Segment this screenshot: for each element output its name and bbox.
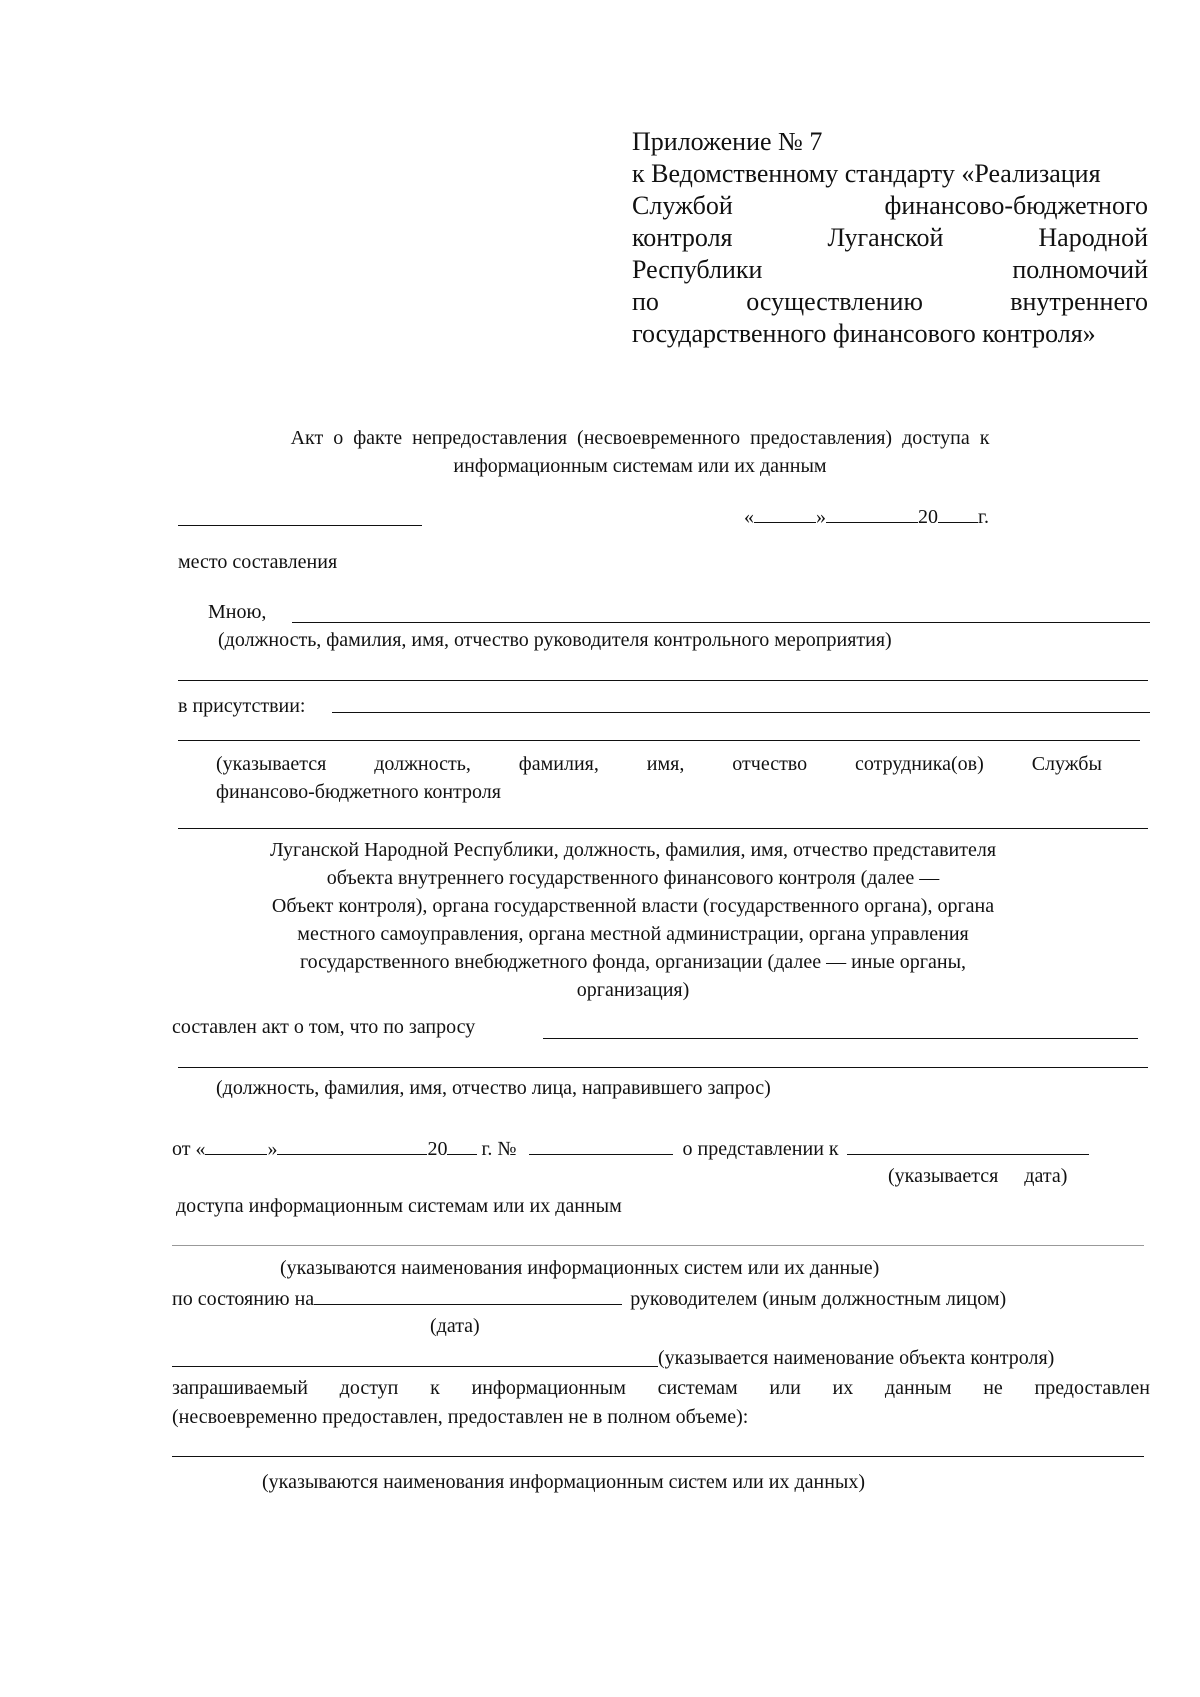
blank-line: [178, 828, 1148, 829]
final-hint: (указываются наименования информационным систем или их данных): [262, 1471, 866, 1493]
appendix-block: [632, 126, 1148, 350]
final-line: [172, 1456, 1144, 1457]
blank-line: [178, 680, 1148, 681]
blank-line: [178, 740, 1140, 741]
place-blank-line: [178, 525, 422, 526]
about-blank: [847, 1134, 1089, 1155]
appendix-line: Службой финансово-бюджетного: [632, 191, 1148, 220]
by-me-line: [292, 622, 1150, 623]
presence-hint-line2: финансово-бюджетного контроля: [216, 781, 501, 803]
conclusion-line2: (несвоевременно предоставлен, предоставлен не в полном объеме):: [172, 1406, 749, 1428]
number-blank: [529, 1134, 673, 1155]
request-label: составлен акт о том, что по запросу: [172, 1016, 476, 1038]
as-of-row: по состоянию на руководителем (иным должностным лицом): [172, 1284, 1006, 1313]
presence-line: [332, 712, 1150, 713]
appendix-number: Приложение № 7: [632, 127, 823, 156]
appendix-line: к Ведомственному стандарту «Реализация: [632, 159, 1101, 188]
conclusion-line: запрашиваемый доступ к информационным системам или их данным не предоставлен: [172, 1377, 1150, 1399]
as-of-date-hint: (дата): [430, 1315, 480, 1337]
object-hint: (указывается наименование объекта контроля): [658, 1347, 1055, 1369]
systems-line: [172, 1245, 1144, 1246]
month-blank: [826, 502, 918, 523]
document-title: Акт о факте непредоставления (несвоевременного предоставления) доступа к информационным системам или их данным: [290, 427, 990, 477]
by-me-hint: (должность, фамилия, имя, отчество руководителя контрольного мероприятия): [218, 629, 892, 651]
place-label: место составления: [178, 551, 338, 573]
appendix-line: государственного финансового контроля»: [632, 319, 1096, 348]
year-blank: [938, 502, 978, 523]
presence-label: в присутствии:: [178, 695, 306, 717]
month-blank: [277, 1134, 427, 1155]
presence-hint: (указывается должность, фамилия, имя, отчество сотрудника(ов) Службы: [216, 753, 1102, 775]
from-row: от « » 20 г. № о представлении к: [172, 1134, 1089, 1163]
from-date-hint: (указывается дата): [888, 1165, 1068, 1187]
access-label: доступа информационным системам или их данным: [176, 1195, 622, 1217]
object-line: [172, 1366, 658, 1367]
request-hint: (должность, фамилия, имя, отчество лица, направившего запрос): [216, 1077, 771, 1099]
day-blank: [754, 502, 816, 523]
appendix-line: по осуществлению внутреннего: [632, 287, 1148, 316]
by-me-label: Мною,: [208, 601, 267, 623]
description-block: Луганской Народной Республики, должность, фамилия, имя, отчество представителя объекта внутреннего государственного финансового контроля (далее — Объект контроля), органа государственной власти (государственного органа), органа местного самоуправления, органа местной администрации, органа управления государственного внебюджетного фонда, организации (далее — иные органы, организация): [269, 839, 997, 1001]
systems-hint: (указываются наименования информационных систем или их данные): [280, 1257, 880, 1279]
request-line: [543, 1038, 1138, 1039]
appendix-line: контроля Луганской Народной: [632, 223, 1148, 252]
date-row: « » 20 г.: [744, 502, 989, 531]
year-blank: [447, 1134, 477, 1155]
blank-line: [178, 1067, 1148, 1068]
appendix-line: Республики полномочий: [632, 255, 1148, 284]
as-of-date-blank: [314, 1284, 622, 1305]
day-blank: [205, 1134, 267, 1155]
